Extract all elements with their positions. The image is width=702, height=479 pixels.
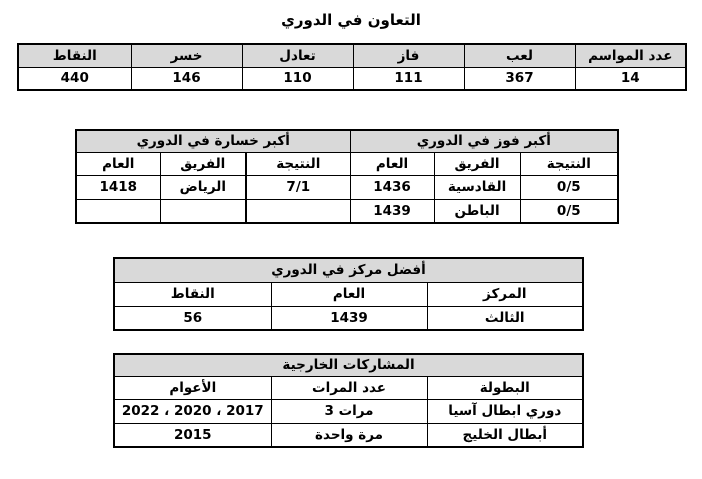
data-cell-years: 2015: [114, 423, 271, 447]
table-row: [76, 152, 618, 176]
data-cell-year: 1439: [350, 199, 434, 223]
header-cell-team: الفريق: [160, 152, 246, 176]
value-cell-drawn: 110: [242, 67, 353, 90]
table-title: أفضل مركز في الدوري: [114, 258, 583, 282]
data-cell-year: [76, 199, 160, 223]
value-cell-lost: 146: [131, 67, 242, 90]
data-cell-year: 1439: [271, 306, 427, 330]
table-row: [76, 199, 618, 223]
data-cell-points: 56: [114, 306, 271, 330]
data-cell-result: 0/5: [520, 199, 618, 223]
header-cell-lost: خسر: [131, 44, 242, 67]
table-row: [114, 258, 583, 282]
header-cell-team: الفريق: [434, 152, 520, 176]
header-cell-points: النقاط: [114, 282, 271, 306]
data-cell-team: [160, 199, 246, 223]
header-cell-played: لعب: [464, 44, 575, 67]
table-row: [114, 306, 583, 330]
table-row: [76, 176, 618, 200]
header-cell-result: النتيجة: [520, 152, 618, 176]
table-title: المشاركات الخارجية: [114, 354, 583, 376]
table-row: [114, 400, 583, 424]
value-cell-played: 367: [464, 67, 575, 90]
header-cell-won: فاز: [353, 44, 464, 67]
table-row: [18, 67, 686, 90]
data-cell-result: 0/5: [520, 176, 618, 200]
table-row: [114, 354, 583, 376]
header-cell-result: النتيجة: [246, 152, 350, 176]
value-cell-seasons: 14: [575, 67, 686, 90]
data-cell-year: 1418: [76, 176, 160, 200]
table-row: [18, 44, 686, 67]
data-cell-times: مرة واحدة: [271, 423, 427, 447]
page-title: التعاون في الدوري: [281, 11, 421, 29]
league-summary-table: [17, 43, 687, 91]
win-section-title: أكبر فوز في الدوري: [350, 130, 618, 152]
header-cell-year: العام: [350, 152, 434, 176]
header-cell-year: العام: [271, 282, 427, 306]
value-cell-won: 111: [353, 67, 464, 90]
loss-section-title: أكبر خسارة في الدوري: [76, 130, 350, 152]
data-cell-result: 7/1: [246, 176, 350, 200]
value-cell-points: 440: [18, 67, 131, 90]
win-loss-table: [75, 129, 619, 224]
header-cell-tournament: البطولة: [427, 376, 583, 400]
data-cell-years: 2017 ، 2020 ، 2022: [114, 400, 271, 424]
header-cell-times: عدد المرات: [271, 376, 427, 400]
header-cell-points: النقاط: [18, 44, 131, 67]
table-row: [114, 423, 583, 447]
data-cell-tournament: أبطال الخليج: [427, 423, 583, 447]
table-row: [114, 376, 583, 400]
data-cell-year: 1436: [350, 176, 434, 200]
data-cell-team: القادسية: [434, 176, 520, 200]
data-cell-tournament: دوري ابطال آسيا: [427, 400, 583, 424]
data-cell-result: [246, 199, 350, 223]
header-cell-year: العام: [76, 152, 160, 176]
data-cell-times: 3 مرات: [271, 400, 427, 424]
external-participations-table: [113, 353, 584, 448]
table-row: [114, 282, 583, 306]
header-cell-drawn: تعادل: [242, 44, 353, 67]
best-position-table: [113, 257, 584, 331]
data-cell-team: الباطن: [434, 199, 520, 223]
table-row: [76, 130, 618, 152]
data-cell-team: الرياض: [160, 176, 246, 200]
header-cell-years: الأعوام: [114, 376, 271, 400]
header-cell-seasons: عدد المواسم: [575, 44, 686, 67]
header-cell-position: المركز: [427, 282, 583, 306]
data-cell-position: الثالث: [427, 306, 583, 330]
